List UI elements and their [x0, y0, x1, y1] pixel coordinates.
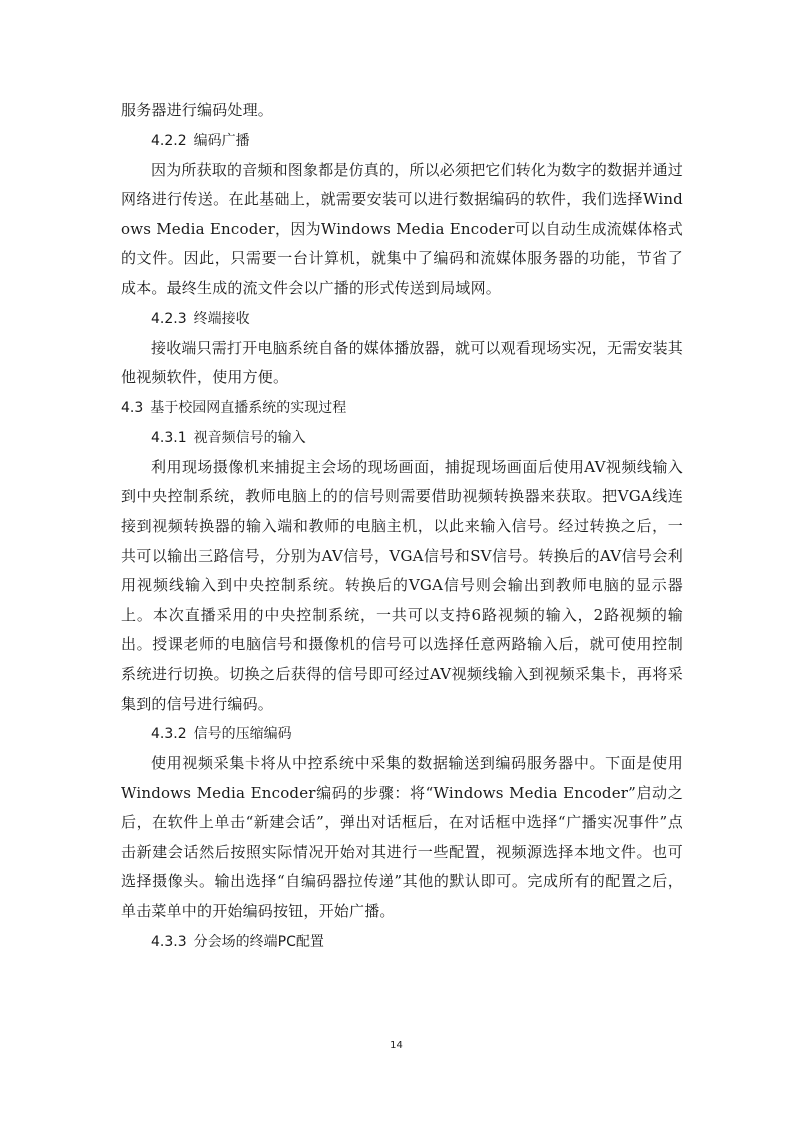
section-heading-4-2-2: [121, 126, 683, 156]
section-heading-4-2-3: [121, 304, 683, 334]
document-page: [121, 96, 683, 957]
section-heading-4-3-1: [121, 423, 683, 453]
section-number: 4.3.3: [151, 933, 187, 950]
section-title: 视音频信号的输入: [193, 429, 306, 446]
section-number: 4.3.1: [151, 429, 187, 446]
section-title: 终端接收: [193, 310, 250, 327]
section-number: 4.3: [121, 399, 144, 416]
section-title: 基于校园网直播系统的实现过程: [150, 399, 347, 416]
page-number: 14: [390, 1040, 403, 1051]
section-title: 信号的压缩编码: [193, 726, 292, 743]
section-title: 分会场的终端PC配置: [193, 933, 324, 950]
body-paragraph: 因为所获取的音频和图象都是仿真的，所以必须把它们转化为数字的数据并通过网络进行传送。在此基础上，就需要安装可以进行数据编码的软件，我们选择Windows Media Encoder，因为Windows Media Encoder可以自动生成流媒体格式的文件。因此，只需要一台计算机，就集中了编码和流媒体服务器的功能，节省了成本。最终生成的流文件会以广播的形式传送到局域网。: [121, 160, 684, 297]
body-paragraph: 使用视频采集卡将从中控系统中采集的数据输送到编码服务器中。下面是使用Windows Media Encoder编码的步骤：将“Windows Media Encoder”启动之后，在软件上单击“新建会话”，弹出对话框后，在对话框中选择“广播实况事件”点击新建会话然后按照实际情况开始对其进行一些配置，视频源选择本地文件。也可选择摄像头。输出选择“自编码器拉传递”其他的默认即可。完成所有的配置之后，单击菜单中的开始编码按钮，开始广播。: [121, 754, 683, 921]
body-paragraph: 接收端只需打开电脑系统自备的媒体播放器，就可以观看现场实况，无需安装其他视频软件，使用方便。: [121, 338, 684, 387]
section-title: 编码广播: [193, 132, 250, 149]
body-paragraph: 服务器进行编码处理。: [121, 101, 274, 119]
section-heading-4-3-2: [121, 719, 683, 749]
section-number: 4.2.2: [151, 132, 187, 149]
section-heading-4-3-3: [121, 927, 683, 957]
section-number: 4.2.3: [151, 310, 187, 327]
section-number: 4.3.2: [151, 726, 187, 743]
body-paragraph: 利用现场摄像机来捕捉主会场的现场画面，捕捉现场画面后使用AV视频线输入到中央控制系统，教师电脑上的的信号则需要借助视频转换器来获取。把VGA线连接到视频转换器的输入端和教师的电脑主机，以此来输入信号。经过转换之后，一共可以输出三路信号，分别为AV信号，VGA信号和SV信号。转换后的AV信号会利用视频线输入到中央控制系统。转换后的VGA信号则会输出到教师电脑的显示器上。本次直播采用的中央控制系统，一共可以支持6路视频的输入，2路视频的输出。授课老师的电脑信号和摄像机的信号可以选择任意两路输入后，就可使用控制系统进行切换。切换之后获得的信号即可经过AV视频线输入到视频采集卡，再将采集到的信号进行编码。: [121, 457, 683, 713]
section-heading-4-3: [121, 393, 683, 423]
